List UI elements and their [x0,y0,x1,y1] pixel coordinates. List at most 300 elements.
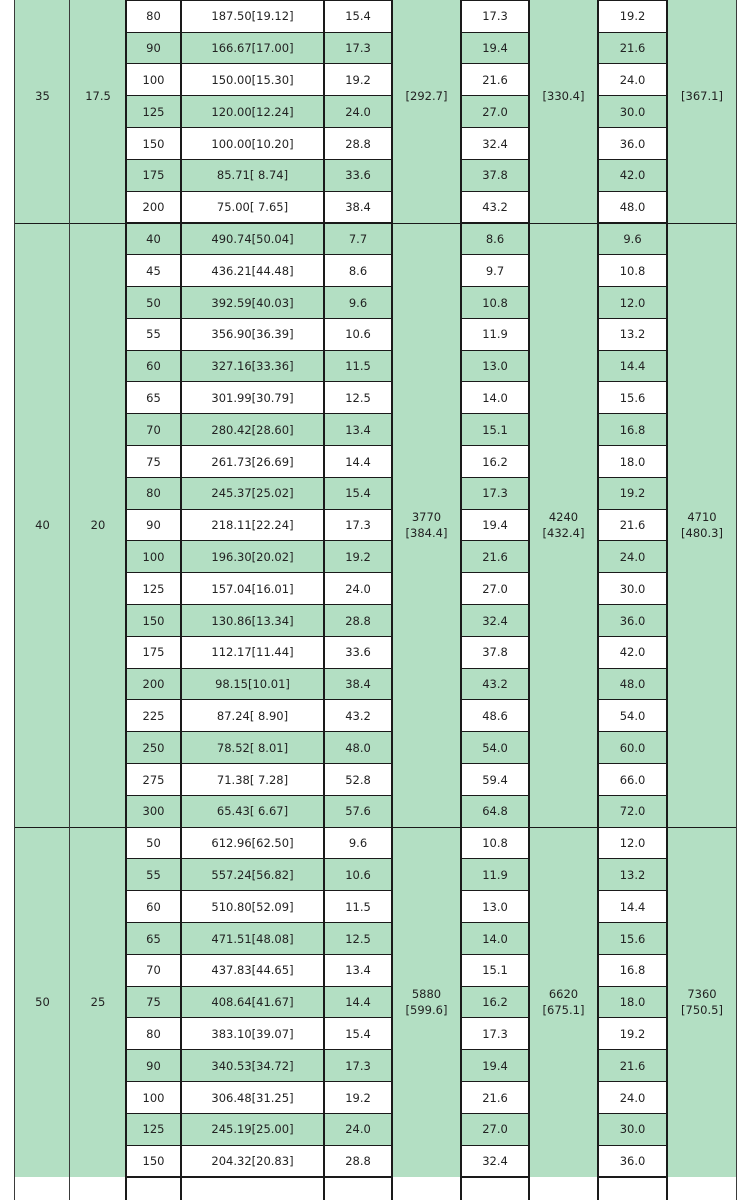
row-value-a-cell [324,1146,392,1178]
row-value-c-cell-text: 30.0 [619,1122,646,1137]
row-value-a-cell [324,287,392,319]
row-length-cell-text: 200 [142,200,165,215]
row-value-b-cell-text: 48.6 [482,708,508,723]
row-length-cell [126,796,181,828]
merged-capacity-cell [392,828,461,1178]
row-load-cell [181,923,324,955]
row-value-b-cell-text: 37.8 [482,645,508,660]
row-load-cell [181,382,324,414]
row-value-a-cell-text: 10.6 [345,327,371,342]
row-length-cell [126,64,181,96]
row-load-cell-text: 340.53[34.72] [211,1058,294,1073]
row-value-b-cell [461,891,529,923]
row-length-cell [126,223,181,255]
column-divider [460,0,462,1200]
row-value-c-cell [598,351,667,383]
row-length-cell-text: 80 [146,1026,161,1041]
row-value-a-cell-text: 24.0 [345,1122,371,1137]
row-value-a-cell [324,764,392,796]
row-divider [126,1176,392,1178]
row-value-c-cell-text: 15.6 [619,390,646,405]
row-value-c-cell-text: 48.0 [619,677,646,692]
row-load-cell [181,64,324,96]
row-load-cell [181,510,324,542]
row-value-b-cell-text: 27.0 [482,1122,508,1137]
row-load-cell [181,1050,324,1082]
row-length-cell-text: 125 [142,581,165,596]
row-value-a-cell-text: 11.5 [345,359,371,374]
group-half-cell [70,828,126,1178]
row-value-b-cell-text: 21.6 [482,1090,508,1105]
row-value-b-cell-text: 14.0 [482,931,508,946]
row-length-cell [126,1082,181,1114]
row-load-cell-text: 437.83[44.65] [211,963,294,978]
section-divider [15,827,737,829]
row-value-b-cell-text: 13.0 [482,359,508,374]
row-divider [598,1176,667,1178]
row-length-cell-text: 150 [142,1154,165,1169]
row-value-b-cell-text: 17.3 [482,486,508,501]
row-value-a-cell [324,382,392,414]
row-value-b-cell-text: 54.0 [482,740,508,755]
row-value-c-cell-text: 21.6 [619,41,646,56]
row-length-cell [126,287,181,319]
row-value-b-cell [461,351,529,383]
row-value-c-cell-text: 21.6 [619,518,646,533]
row-value-c-cell-text: 42.0 [619,645,646,660]
merged-capacity-cell [529,828,598,1178]
row-value-c-cell-text: 16.8 [619,422,646,437]
row-value-c-cell [598,33,667,65]
row-value-a-cell-text: 9.6 [348,836,368,851]
row-value-c-cell-text: 18.0 [619,995,646,1010]
group-half-cell-text: 20 [90,518,106,533]
row-value-c-cell-text: 19.2 [619,486,646,501]
row-length-cell [126,478,181,510]
row-length-cell [126,669,181,701]
row-value-a-cell-text: 28.8 [345,136,371,151]
row-value-a-cell-text: 17.3 [345,41,371,56]
row-value-c-cell-text: 21.6 [619,1058,646,1073]
row-value-c-cell [598,828,667,860]
row-value-b-cell [461,955,529,987]
row-length-cell [126,1114,181,1146]
row-value-a-cell-text: 28.8 [345,613,371,628]
row-load-cell-text: 166.67[17.00] [211,41,294,56]
row-length-cell-text: 125 [142,104,165,119]
row-length-cell [126,255,181,287]
merged-capacity-cell [667,0,737,223]
row-length-cell [126,96,181,128]
row-value-a-cell-text: 9.6 [348,295,368,310]
row-value-a-cell [324,859,392,891]
row-load-cell-text: 71.38[ 7.28] [216,772,289,787]
row-value-b-cell [461,414,529,446]
row-value-c-cell-text: 19.2 [619,9,646,24]
row-value-a-cell-text: 19.2 [345,1090,371,1105]
row-load-cell [181,128,324,160]
row-value-b-cell [461,160,529,192]
row-value-a-cell [324,1114,392,1146]
row-value-a-cell-text: 8.6 [348,263,368,278]
row-value-b-cell-text: 11.9 [482,867,508,882]
merged-capacity-cell-value: 5880 [411,986,442,1001]
row-length-cell [126,891,181,923]
row-value-b-cell-text: 27.0 [482,104,508,119]
row-value-b-cell [461,255,529,287]
row-length-cell-text: 55 [146,327,161,342]
row-value-b-cell [461,223,529,255]
row-load-cell [181,351,324,383]
row-value-b-cell-text: 14.0 [482,390,508,405]
row-value-b-cell [461,382,529,414]
row-value-c-cell [598,1050,667,1082]
row-load-cell-text: 204.32[20.83] [211,1154,294,1169]
row-value-c-cell-text: 14.4 [619,899,646,914]
row-value-b-cell [461,287,529,319]
row-value-a-cell [324,1050,392,1082]
group-size-cell [15,828,70,1178]
column-divider [597,0,599,1200]
row-value-b-cell-text: 9.7 [485,263,505,278]
row-value-a-cell-text: 12.5 [345,390,371,405]
row-length-cell-text: 275 [142,772,165,787]
row-value-a-cell-text: 15.4 [345,486,371,501]
row-value-a-cell [324,1082,392,1114]
row-length-cell-text: 90 [146,518,161,533]
row-value-b-cell [461,1,529,33]
row-load-cell-text: 87.24[ 8.90] [216,708,289,723]
row-value-b-cell-text: 43.2 [482,200,508,215]
row-load-cell [181,637,324,669]
row-load-cell [181,573,324,605]
row-value-a-cell [324,414,392,446]
row-value-c-cell-text: 13.2 [619,327,646,342]
row-length-cell-text: 75 [146,995,161,1010]
row-length-cell [126,637,181,669]
row-value-c-cell-text: 36.0 [619,613,646,628]
row-value-a-cell [324,541,392,573]
row-value-b-cell-text: 10.8 [482,836,508,851]
row-value-a-cell [324,573,392,605]
row-length-cell [126,128,181,160]
row-length-cell [126,764,181,796]
row-load-cell [181,541,324,573]
row-length-cell [126,319,181,351]
row-load-cell-text: 78.52[ 8.01] [216,740,289,755]
row-length-cell-text: 150 [142,136,165,151]
row-value-c-cell [598,764,667,796]
row-value-a-cell [324,351,392,383]
row-load-cell [181,1114,324,1146]
row-load-cell-text: 261.73[26.69] [211,454,294,469]
row-length-cell [126,605,181,637]
column-divider [528,0,530,1200]
row-load-cell-text: 196.30[20.02] [211,549,294,564]
row-load-cell [181,669,324,701]
row-length-cell [126,828,181,860]
row-length-cell-text: 75 [146,454,161,469]
row-load-cell [181,192,324,224]
row-value-a-cell-text: 12.5 [345,931,371,946]
group-size-cell-text: 50 [35,995,50,1010]
row-load-cell-text: 245.19[25.00] [211,1122,294,1137]
row-value-b-cell [461,96,529,128]
row-value-a-cell [324,446,392,478]
section-divider [15,223,737,225]
row-value-a-cell [324,732,392,764]
row-value-c-cell-text: 66.0 [619,772,646,787]
row-length-cell-text: 90 [146,1058,161,1073]
row-value-a-cell [324,1018,392,1050]
row-value-a-cell [324,478,392,510]
row-value-c-cell [598,478,667,510]
row-length-cell [126,573,181,605]
row-length-cell [126,1,181,33]
row-value-a-cell [324,160,392,192]
row-value-a-cell [324,128,392,160]
row-value-c-cell [598,1146,667,1178]
row-load-cell [181,700,324,732]
row-value-b-cell [461,637,529,669]
row-value-a-cell-text: 24.0 [345,104,371,119]
row-value-c-cell [598,96,667,128]
row-value-a-cell [324,64,392,96]
row-load-cell-text: 112.17[11.44] [211,645,294,660]
merged-capacity-cell-kgf: [675.1] [542,1003,585,1018]
row-value-a-cell-text: 33.6 [345,168,371,183]
row-length-cell [126,732,181,764]
row-value-b-cell-text: 11.9 [482,327,508,342]
row-length-cell [126,351,181,383]
row-value-c-cell [598,987,667,1019]
row-value-c-cell-text: 36.0 [619,1154,646,1169]
row-value-c-cell [598,573,667,605]
row-load-cell-text: 187.50[19.12] [211,9,294,24]
row-length-cell-text: 50 [146,836,161,851]
group-half-cell [70,223,126,827]
row-value-b-cell-text: 21.6 [482,72,508,87]
row-load-cell-text: 218.11[22.24] [211,518,294,533]
column-divider [736,0,737,1200]
row-value-b-cell [461,128,529,160]
row-value-c-cell [598,64,667,96]
row-load-cell-text: 157.04[16.01] [211,581,294,596]
row-load-cell-text: 306.48[31.25] [211,1090,294,1105]
row-value-c-cell [598,319,667,351]
row-load-cell-text: 120.00[12.24] [211,104,294,119]
row-length-cell-text: 70 [146,963,161,978]
row-load-cell-text: 245.37[25.02] [211,486,294,501]
row-value-a-cell-text: 48.0 [345,740,371,755]
row-value-a-cell [324,605,392,637]
row-value-c-cell [598,700,667,732]
row-length-cell-text: 80 [146,486,161,501]
row-value-c-cell-text: 48.0 [619,200,646,215]
row-value-b-cell-text: 19.4 [482,518,508,533]
group-size-cell [15,223,70,827]
merged-capacity-cell-value: 3770 [411,509,442,524]
row-length-cell [126,414,181,446]
row-length-cell-text: 175 [142,168,165,183]
row-load-cell [181,414,324,446]
merged-capacity-cell [529,223,598,827]
row-length-cell-text: 250 [142,740,165,755]
row-length-cell-text: 150 [142,613,165,628]
row-value-b-cell [461,669,529,701]
row-length-cell [126,382,181,414]
row-value-a-cell-text: 24.0 [345,581,371,596]
row-value-a-cell [324,192,392,224]
row-length-cell-text: 70 [146,422,161,437]
row-length-cell [126,987,181,1019]
row-value-a-cell [324,700,392,732]
row-value-b-cell-text: 27.0 [482,581,508,596]
row-value-c-cell [598,732,667,764]
row-value-c-cell [598,1018,667,1050]
column-divider [125,0,127,1200]
row-value-a-cell-text: 11.5 [345,899,371,914]
row-value-b-cell [461,478,529,510]
row-value-c-cell-text: 9.6 [623,231,642,246]
row-value-b-cell-text: 64.8 [482,804,508,819]
row-value-a-cell [324,891,392,923]
row-value-c-cell [598,510,667,542]
row-value-c-cell-text: 60.0 [619,740,646,755]
row-value-a-cell-text: 7.7 [348,231,368,246]
column-divider [666,0,668,1200]
column-divider [323,0,325,1200]
row-value-a-cell [324,223,392,255]
row-load-cell [181,828,324,860]
row-value-a-cell-text: 57.6 [345,804,371,819]
row-length-cell-text: 100 [142,72,165,87]
row-value-b-cell [461,796,529,828]
row-value-b-cell-text: 21.6 [482,549,508,564]
row-value-a-cell-text: 17.3 [345,1058,371,1073]
merged-capacity-cell [392,0,461,223]
row-value-c-cell [598,796,667,828]
row-value-b-cell-text: 15.1 [482,963,508,978]
row-length-cell-text: 40 [146,231,161,246]
row-value-c-cell-text: 24.0 [619,549,646,564]
column-divider [391,0,393,1200]
row-value-a-cell-text: 19.2 [345,549,371,564]
row-value-a-cell-text: 10.6 [345,867,371,882]
row-load-cell-text: 510.80[52.09] [211,899,294,914]
row-value-c-cell [598,541,667,573]
row-value-c-cell [598,637,667,669]
row-value-b-cell-text: 32.4 [482,1154,508,1169]
row-length-cell-text: 175 [142,645,165,660]
row-value-b-cell-text: 17.3 [482,9,508,24]
row-value-a-cell-text: 14.4 [345,454,371,469]
row-load-cell-text: 408.64[41.67] [211,995,294,1010]
row-value-c-cell [598,160,667,192]
row-value-a-cell [324,510,392,542]
row-value-b-cell-text: 8.6 [485,231,505,246]
row-length-cell-text: 60 [146,359,161,374]
row-value-a-cell [324,669,392,701]
row-value-c-cell-text: 30.0 [619,581,646,596]
row-value-b-cell-text: 19.4 [482,1058,508,1073]
row-length-cell-text: 300 [142,804,165,819]
row-value-c-cell-text: 10.8 [619,263,646,278]
merged-capacity-cell-kgf: [367.1] [681,88,723,103]
row-value-c-cell-text: 19.2 [619,1026,646,1041]
row-value-b-cell [461,1114,529,1146]
row-value-c-cell [598,1082,667,1114]
row-length-cell-text: 225 [142,708,165,723]
row-load-cell [181,96,324,128]
row-load-cell [181,1,324,33]
merged-capacity-cell [667,223,737,827]
row-length-cell [126,923,181,955]
row-value-c-cell [598,1,667,33]
row-value-b-cell-text: 59.4 [482,772,508,787]
row-load-cell [181,891,324,923]
row-value-a-cell [324,923,392,955]
row-value-b-cell-text: 13.0 [482,899,508,914]
row-value-c-cell-text: 15.6 [619,931,646,946]
row-value-a-cell [324,796,392,828]
merged-capacity-cell-value: 4710 [687,509,717,524]
row-load-cell [181,446,324,478]
merged-capacity-cell [667,828,737,1178]
row-load-cell-text: 301.99[30.79] [211,390,294,405]
merged-capacity-cell-value: 4240 [548,509,579,524]
row-value-a-cell [324,987,392,1019]
row-load-cell-text: 356.90[36.39] [211,327,294,342]
row-value-a-cell [324,955,392,987]
row-length-cell [126,1146,181,1178]
row-load-cell [181,33,324,65]
row-value-c-cell-text: 12.0 [619,836,646,851]
row-length-cell [126,955,181,987]
row-value-a-cell [324,637,392,669]
row-value-c-cell [598,669,667,701]
row-value-b-cell [461,192,529,224]
row-load-cell-text: 85.71[ 8.74] [216,168,289,183]
row-load-cell [181,1082,324,1114]
row-value-c-cell [598,923,667,955]
row-load-cell-text: 98.15[10.01] [215,677,290,692]
row-value-b-cell [461,33,529,65]
merged-capacity-cell-kgf: [384.4] [405,526,448,541]
row-length-cell-text: 100 [142,549,165,564]
row-value-b-cell-text: 10.8 [482,295,508,310]
row-value-b-cell [461,1146,529,1178]
row-value-b-cell [461,987,529,1019]
row-value-a-cell-text: 52.8 [345,772,371,787]
row-length-cell-text: 125 [142,1122,165,1137]
row-value-a-cell-text: 13.4 [345,422,371,437]
row-length-cell [126,1018,181,1050]
row-value-a-cell [324,255,392,287]
row-load-cell [181,1146,324,1178]
row-length-cell [126,510,181,542]
row-value-b-cell [461,700,529,732]
row-length-cell [126,859,181,891]
row-value-b-cell-text: 19.4 [482,41,508,56]
row-length-cell-text: 200 [142,677,165,692]
row-value-a-cell-text: 15.4 [345,9,371,24]
row-value-b-cell [461,605,529,637]
merged-capacity-cell-value: 6620 [548,986,579,1001]
row-length-cell [126,700,181,732]
row-value-c-cell-text: 42.0 [619,168,646,183]
row-value-c-cell-text: 16.8 [619,963,646,978]
